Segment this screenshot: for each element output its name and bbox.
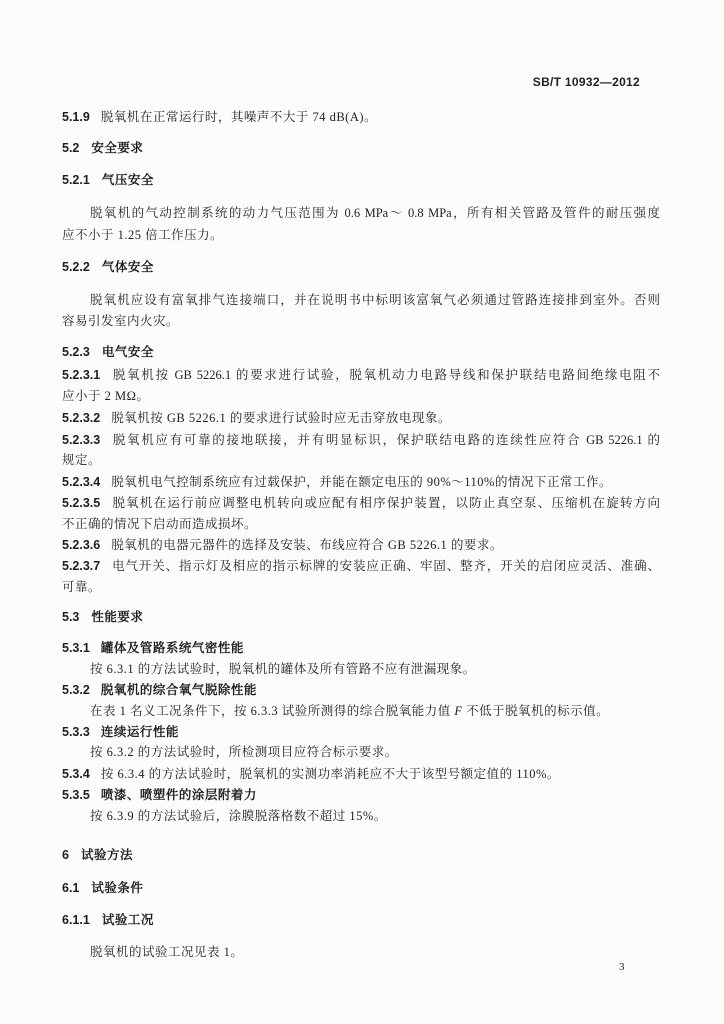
- section-number: 6.1: [62, 881, 80, 895]
- clause-number: 5.3.1: [62, 641, 90, 655]
- clause-number: 5.3.3: [62, 725, 90, 739]
- clause-heading-5-2-2: [62, 259, 154, 275]
- clause-heading-5-3-5: [62, 787, 257, 803]
- clause-title: 气体安全: [101, 260, 154, 274]
- paragraph-line: 脱氧机的试验工况见表 1。: [90, 945, 244, 959]
- clause-title: 电气安全: [101, 345, 154, 359]
- section-title: 性能要求: [91, 610, 144, 624]
- clause-heading-5-2-3: [62, 344, 154, 360]
- clause-5-2-3-7: [62, 558, 660, 574]
- paragraph-line: 按 6.3.2 的方法试验时，所检测项目应符合标示要求。: [90, 745, 398, 759]
- chapter-number: 6: [62, 848, 69, 862]
- paragraph-line: 可靠。: [62, 580, 102, 594]
- clause-text: 脱氧机按 GB 5226.1 的要求进行试验，脱氧机动力电路导线和保护联结电路间绝缘电阻不: [111, 368, 660, 382]
- clause-number: 5.2.3.1: [62, 368, 101, 382]
- paragraph-line: 应小于 2 MΩ。: [62, 389, 150, 403]
- paragraph-line: 规定。: [62, 453, 102, 467]
- clause-text: 电气开关、指示灯及相应的指示标牌的安装应正确、牢固、整齐，开关的启闭应灵活、准确、: [111, 559, 660, 573]
- paragraph-line: 应不小于 1.25 倍工作压力。: [62, 228, 224, 242]
- clause-5-2-3-5: [62, 495, 660, 511]
- clause-text: 脱氧机按 GB 5226.1 的要求进行试验时应无击穿放电现象。: [111, 411, 451, 425]
- clause-number: 5.2.3.5: [62, 496, 101, 510]
- section-heading-5-2: [62, 140, 143, 156]
- paragraph-line: 脱氧机的气动控制系统的动力气压范围为 0.6 MPa～ 0.8 MPa，所有相关管路及管件的耐压强度: [90, 206, 660, 220]
- clause-title: 罐体及管路系统气密性能: [100, 641, 244, 655]
- clause-text: 脱氧机应有可靠的接地联接，并有明显标识，保护联结电路的连续性应符合 GB 5226.1 的: [111, 433, 660, 447]
- clause-heading-5-3-2: [62, 682, 257, 698]
- clause-title: 连续运行性能: [100, 725, 179, 739]
- variable-symbol: F: [454, 704, 463, 718]
- clause-title: 气压安全: [101, 173, 154, 187]
- clause-5-2-3-2: [62, 410, 451, 426]
- clause-text: 脱氧机在运行前应调整电机转向或应配有相序保护装置，以防止真空泵、压缩机在旋转方向: [111, 496, 660, 510]
- clause-5-1-9: [62, 109, 377, 125]
- paragraph-line: 按 6.3.1 的方法试验时，脱氧机的罐体及所有管路不应有泄漏现象。: [90, 662, 476, 676]
- section-title: 安全要求: [91, 141, 144, 155]
- clause-text: 按 6.3.4 的方法试验时，脱氧机的实测功率消耗应不大于该型号额定值的 110%。: [100, 767, 560, 781]
- paragraph-line: 按 6.3.9 的方法试验后，涂膜脱落格数不超过 15%。: [90, 809, 387, 823]
- clause-number: 5.2.3: [62, 345, 90, 359]
- clause-5-2-3-6: [62, 537, 503, 553]
- clause-5-2-3-4: [62, 474, 612, 490]
- clause-text: 脱氧机的电器元器件的选择及安装、布线应符合 GB 5226.1 的要求。: [111, 538, 503, 552]
- clause-number: 5.2.1: [62, 173, 90, 187]
- clause-heading-6-1-1: [62, 912, 154, 928]
- section-heading-6-1: [62, 880, 143, 896]
- paragraph-line: 脱氧机应设有富氧排气连接端口，并在说明书中标明该富氧气必须通过管路连接排到室外。否则: [90, 293, 660, 307]
- clause-number: 5.2.3.6: [62, 538, 101, 552]
- clause-5-2-3-3: [62, 432, 660, 448]
- clause-number: 6.1.1: [62, 913, 90, 927]
- clause-5-2-3-1: [62, 367, 660, 383]
- clause-title: 试验工况: [101, 913, 154, 927]
- text-before-symbol: 在表 1 名义工况条件下，按 6.3.3 试验所测得的综合脱氧能力值: [90, 704, 455, 718]
- section-heading-5-3: [62, 609, 143, 625]
- clause-text: 脱氧机在正常运行时，其噪声不大于 74 dB(A)。: [100, 110, 378, 124]
- clause-text: 脱氧机电气控制系统应有过载保护，并能在额定电压的 90%～110%的情况下正常工作。: [111, 475, 612, 489]
- clause-5-3-4: [62, 766, 560, 782]
- clause-number: 5.2.3.2: [62, 411, 101, 425]
- standard-code-header: SB/T 10932—2012: [532, 75, 640, 89]
- clause-title: 喷漆、喷塑件的涂层附着力: [100, 788, 257, 802]
- paragraph-line: 不正确的情况下启动而造成损坏。: [62, 517, 258, 531]
- clause-number: 5.2.3.7: [62, 559, 101, 573]
- clause-heading-5-2-1: [62, 172, 154, 188]
- clause-number: 5.3.2: [62, 683, 90, 697]
- clause-number: 5.2.3.3: [62, 433, 101, 447]
- chapter-title: 试验方法: [80, 848, 133, 862]
- clause-number: 5.3.4: [62, 767, 90, 781]
- clause-heading-5-3-3: [62, 724, 179, 740]
- clause-number: 5.2.2: [62, 260, 90, 274]
- section-number: 5.2: [62, 141, 80, 155]
- paragraph-line: 容易引发室内火灾。: [62, 314, 180, 328]
- section-title: 试验条件: [91, 881, 144, 895]
- chapter-heading-6: [62, 847, 133, 863]
- paragraph-line: [90, 703, 609, 719]
- clause-number: 5.2.3.4: [62, 475, 101, 489]
- page-number: 3: [619, 961, 625, 973]
- clause-heading-5-3-1: [62, 640, 244, 656]
- clause-number: 5.1.9: [62, 110, 90, 124]
- section-number: 5.3: [62, 610, 80, 624]
- clause-title: 脱氧机的综合氧气脱除性能: [100, 683, 257, 697]
- clause-number: 5.3.5: [62, 788, 90, 802]
- text-after-symbol: 不低于脱氧机的标示值。: [462, 704, 610, 718]
